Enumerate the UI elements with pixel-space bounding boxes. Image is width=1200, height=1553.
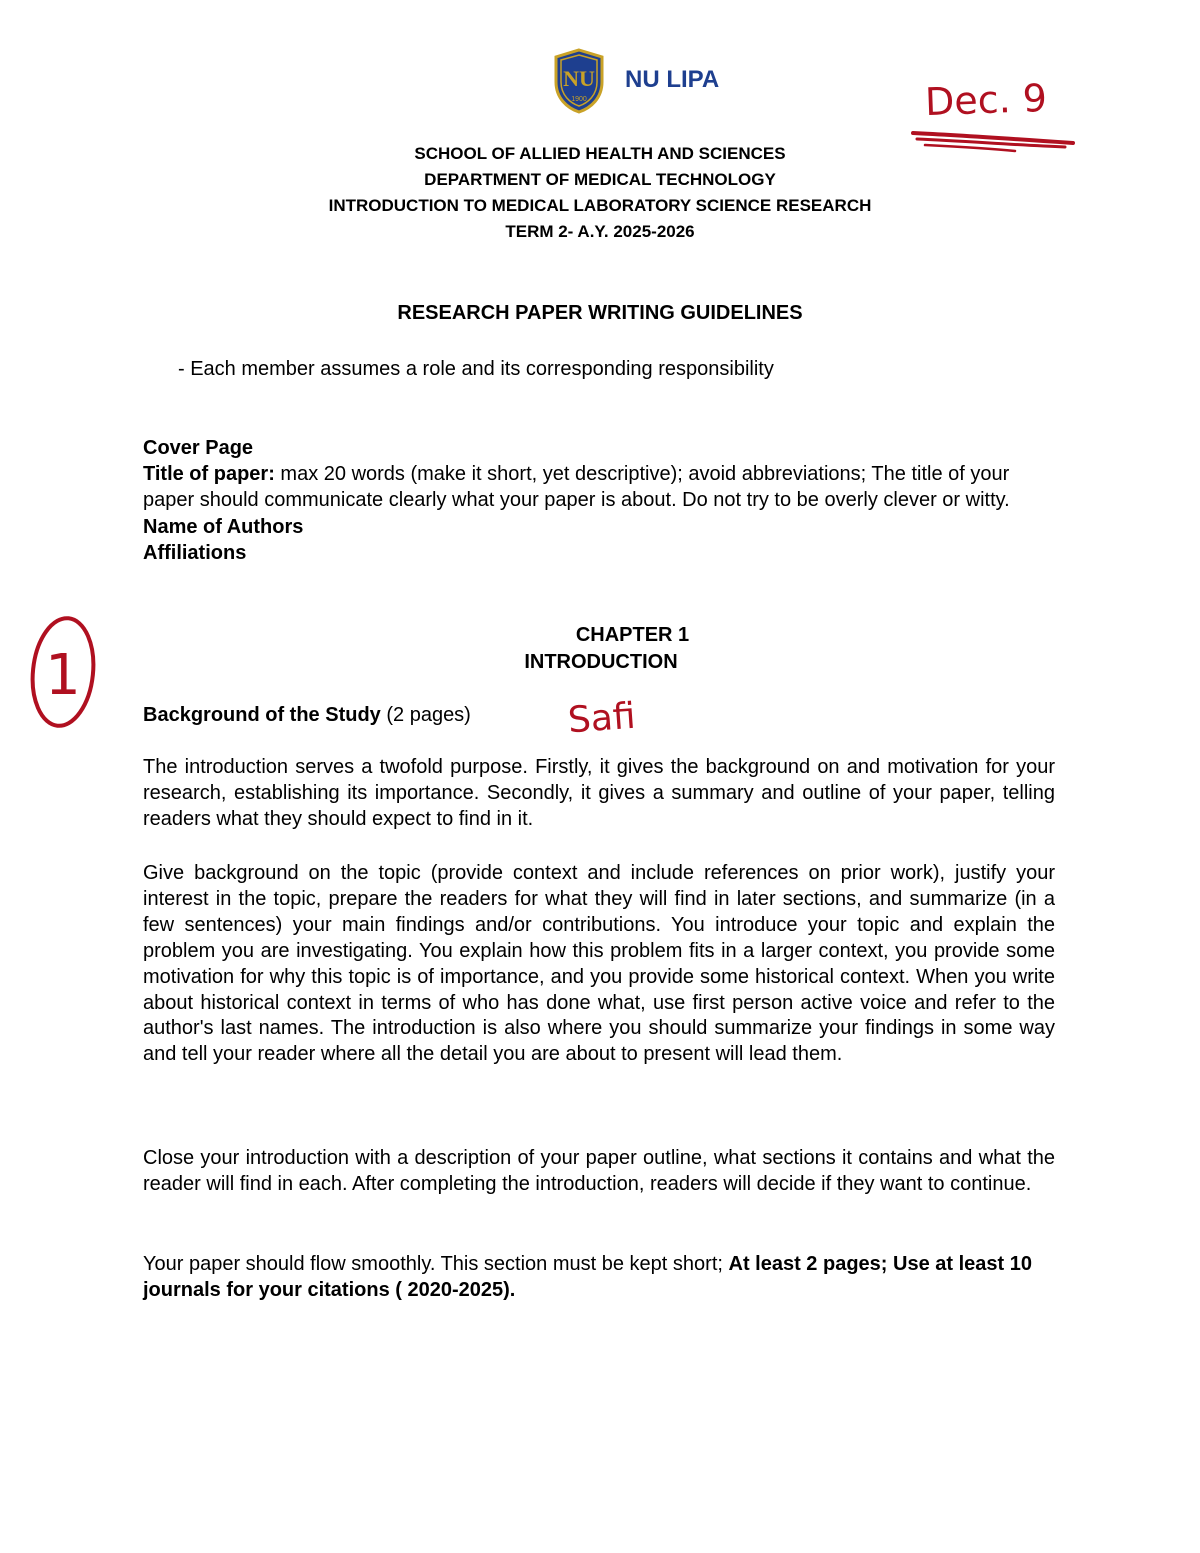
svg-text:NU: NU — [563, 66, 595, 91]
affiliations-heading: Affiliations — [143, 541, 247, 564]
document-title: RESEARCH PAPER WRITING GUIDELINES — [397, 302, 803, 324]
logo — [553, 48, 743, 118]
emblem-year: 1900 — [571, 96, 587, 103]
intro-paragraph-2: Give background on the topic (provide context and include references on prior work), justify your interest in the topic, prepare the readers for what they will find in later sections, and summarize (in a few sentences) your main findings and/or contributions. You introduce your topic and explain the problem you are investigating. You explain how this problem fits in a larger context, you provide some motivation for why this topic is of importance, and you provide some historical context. When you write about historical context in terms of who has done what, use first person active voice and refer to the author's last names. The introduction is also where you should summarize your findings in some way and tell your reader where all the detail you are about to present will lead them. — [143, 862, 1055, 1066]
handwritten-name-note: Safi — [566, 695, 637, 742]
background-heading-line — [143, 702, 471, 728]
header-course: INTRODUCTION TO MEDICAL LABORATORY SCIENCE RESEARCH — [328, 196, 872, 215]
title-of-paper-body: max 20 words (make it short, yet descriptive); avoid abbreviations; The title of your paper should communicate clearly what your paper is about. Do not try to be overly clever or witty. — [143, 463, 1010, 512]
title-of-paper-label: Title of paper: — [143, 463, 275, 486]
title-of-paper-text — [143, 461, 1055, 513]
authors-heading: Name of Authors — [143, 515, 304, 538]
header-school: SCHOOL OF ALLIED HEALTH AND SCIENCES — [414, 144, 786, 163]
shield-emblem-icon — [553, 48, 605, 114]
logo-text: NU LIPA — [625, 66, 720, 93]
closing-bold-text: At least 2 pages; Use at least 10 journals for your citations ( 2020-2025). — [143, 1253, 1032, 1301]
intro-paragraph-4 — [143, 1252, 1055, 1304]
header-department: DEPARTMENT OF MEDICAL TECHNOLOGY — [424, 170, 776, 189]
handwritten-date-note: Dec. 9 — [924, 75, 1048, 125]
intro-paragraph-3: Close your introduction with a description of your paper outline, what sections it contains and what the reader will find in each. After completing the introduction, readers will decide if they want to continue. — [143, 1147, 1055, 1195]
background-pages-note: (2 pages) — [380, 704, 471, 726]
cover-page-section — [143, 435, 1055, 566]
role-note: - Each member assumes a role and its corresponding responsibility — [178, 358, 774, 380]
header-term: TERM 2- A.Y. 2025-2026 — [505, 222, 695, 241]
chapter-heading — [480, 622, 780, 676]
chapter-name: INTRODUCTION — [524, 651, 678, 673]
cover-page-heading: Cover Page — [143, 437, 254, 459]
background-heading: Background of the Study — [143, 704, 381, 726]
intro-paragraph-1: The introduction serves a twofold purpose. Firstly, it gives the background on and motivation for your research, establishing its importance. Secondly, it gives a summary and outline of your paper, telling readers what they should expect to find in it. — [143, 756, 1055, 830]
circled-number-text: 1 — [45, 643, 81, 708]
chapter-number: CHAPTER 1 — [575, 624, 690, 646]
handwritten-circled-number — [25, 612, 100, 732]
closing-plain-text: Your paper should flow smoothly. This section must be kept short; — [143, 1253, 729, 1275]
